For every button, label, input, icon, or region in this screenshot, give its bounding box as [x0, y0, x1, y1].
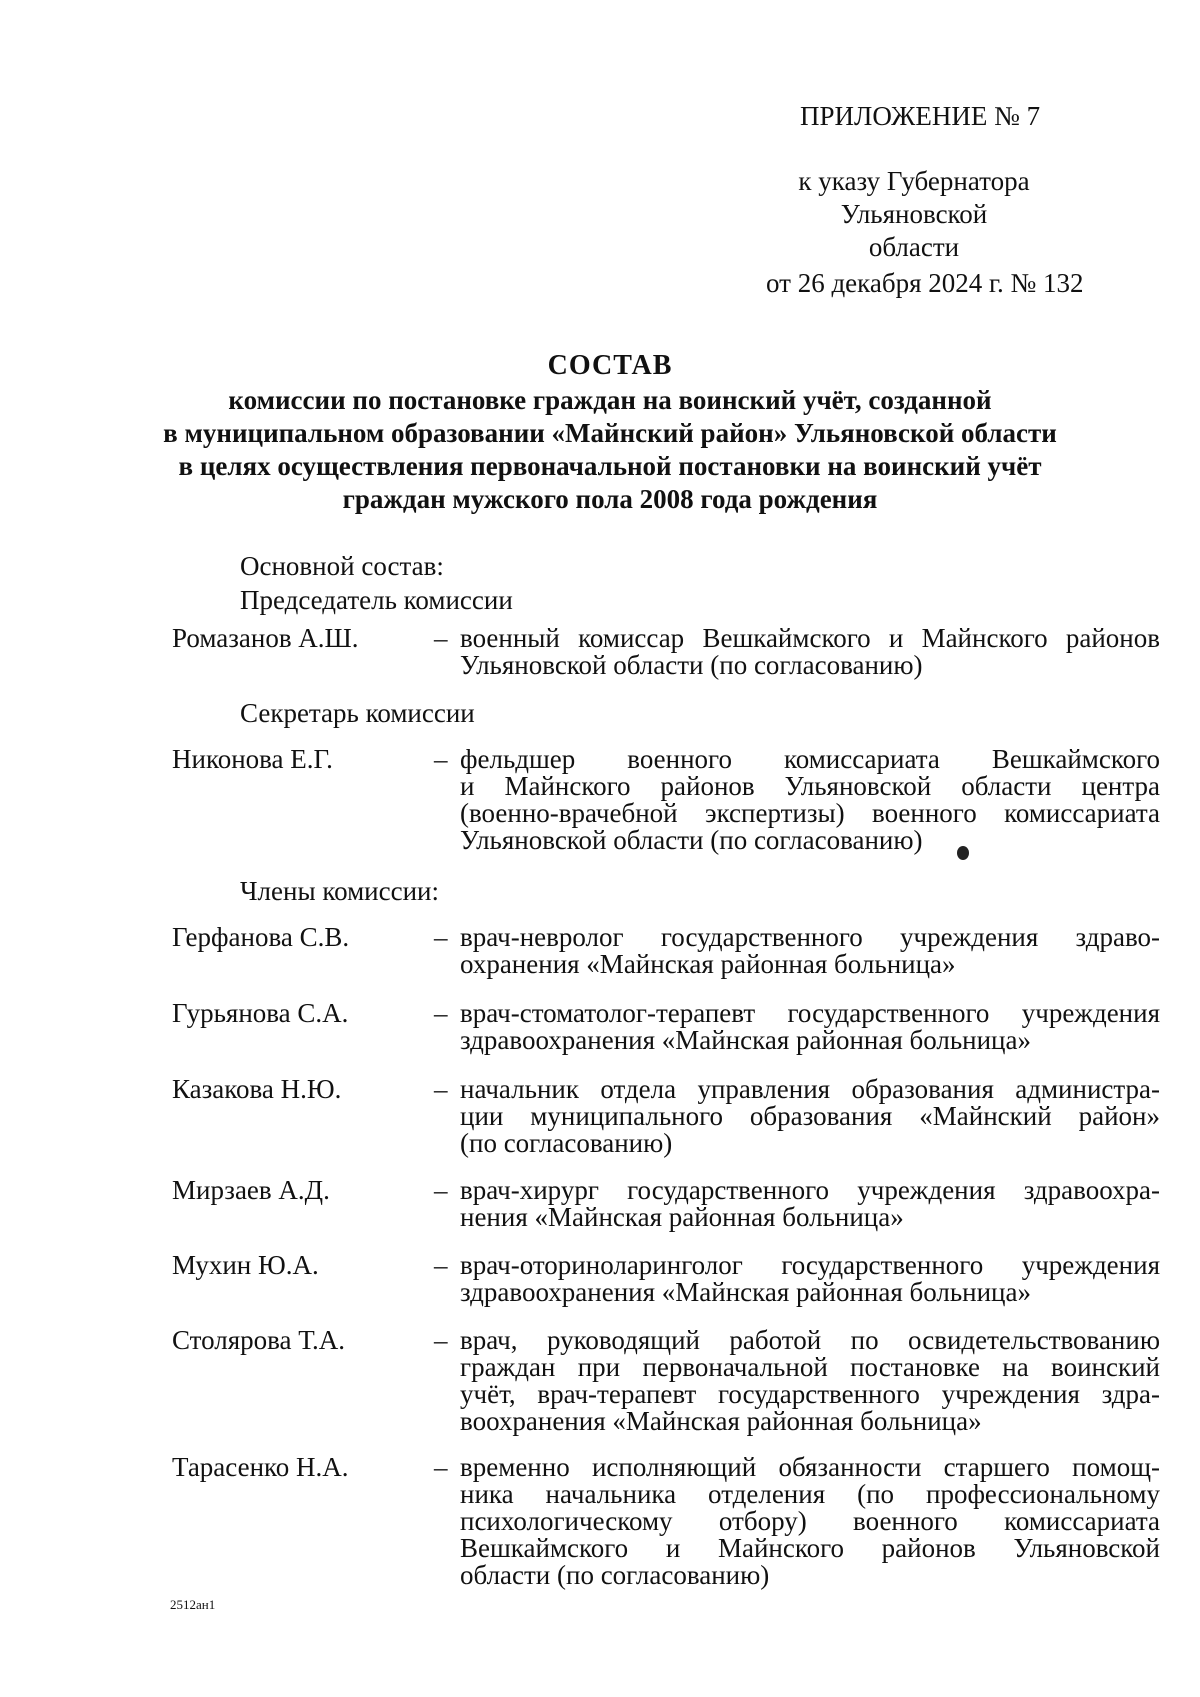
- title-line: комиссии по постановке граждан на воинский учёт, созданной: [228, 385, 992, 415]
- member-description-line: военный комиссар Вешкаймского и Майнского районов: [460, 623, 1160, 653]
- member-name: Никонова Е.Г.: [172, 744, 333, 774]
- section-main-label: Основной состав:: [240, 551, 444, 581]
- member-description-line: врач-невролог государственного учреждения здраво-: [460, 922, 1160, 952]
- member-description-line: ника начальника отделения (по профессиональному: [460, 1479, 1160, 1509]
- member-description: [460, 1454, 1160, 1589]
- member-name: Гурьянова С.А.: [172, 998, 349, 1028]
- member-description-line: (по согласованию): [460, 1128, 673, 1158]
- member-description-line: фельдшер военного комиссариата Вешкаймского: [460, 744, 1160, 774]
- member-description-line: (военно-врачебной экспертизы) военного комиссариата: [460, 798, 1160, 828]
- decree-date: от 26 декабря 2024 г. № 132: [766, 268, 1084, 298]
- member-description-line: здравоохранения «Майнская районная больница»: [460, 1025, 1031, 1055]
- member-dash: –: [434, 1074, 448, 1104]
- member-dash: –: [434, 1250, 448, 1280]
- member-description-line: охранения «Майнская районная больница»: [460, 949, 956, 979]
- member-description-line: здравоохранения «Майнская районная больница»: [460, 1277, 1031, 1307]
- document-title: [160, 348, 1060, 516]
- member-description-line: начальник отдела управления образования администра-: [460, 1074, 1160, 1104]
- member-description-line: временно исполняющий обязанности старшего помощ-: [460, 1452, 1160, 1482]
- member-description-line: Ульяновской области (по согласованию): [460, 825, 923, 855]
- member-description-line: нения «Майнская районная больница»: [460, 1202, 904, 1232]
- member-name: Тарасенко Н.А.: [172, 1452, 349, 1482]
- member-description: [460, 625, 1160, 679]
- document-code: 2512ан1: [170, 1597, 216, 1612]
- decree-reference-line: Ульяновской области: [840, 199, 988, 262]
- member-description-line: ции муниципального образования «Майнский район»: [460, 1101, 1160, 1131]
- member-name: Герфанова С.В.: [172, 922, 350, 952]
- member-description-line: Вешкаймского и Майнского районов Ульяновской: [460, 1533, 1160, 1563]
- member-description: [460, 1076, 1160, 1157]
- member-description: [460, 924, 1160, 978]
- member-name: Мухин Ю.А.: [172, 1250, 319, 1280]
- member-dash: –: [434, 1325, 448, 1355]
- title-line: граждан мужского пола 2008 года рождения: [342, 484, 878, 514]
- member-description-line: учёт, врач-терапевт государственного учреждения здра-: [460, 1379, 1160, 1409]
- member-name: Казакова Н.Ю.: [172, 1074, 342, 1104]
- member-description-line: Ульяновской области (по согласованию): [460, 650, 923, 680]
- member-dash: –: [434, 1452, 448, 1482]
- member-description-line: врач, руководящий работой по освидетельствованию: [460, 1325, 1160, 1355]
- member-description: [460, 1000, 1160, 1054]
- member-description: [460, 1252, 1160, 1306]
- title-main: СОСТАВ: [547, 350, 673, 381]
- member-description-line: врач-стоматолог-терапевт государственного учреждения: [460, 998, 1160, 1028]
- ink-blot: [957, 846, 969, 860]
- member-dash: –: [434, 1175, 448, 1205]
- member-name: Ромазанов А.Ш.: [172, 623, 359, 653]
- member-description: [460, 1177, 1160, 1231]
- member-dash: –: [434, 998, 448, 1028]
- member-dash: –: [434, 922, 448, 952]
- title-line: в целях осуществления первоначальной постановки на воинский учёт: [178, 451, 1042, 481]
- member-name: Столярова Т.А.: [172, 1325, 346, 1355]
- member-description: [460, 746, 1160, 854]
- member-description: [460, 1327, 1160, 1435]
- section-members-label: Члены комиссии:: [240, 876, 439, 906]
- member-description-line: врач-оториноларинголог государственного учреждения: [460, 1250, 1160, 1280]
- member-dash: –: [434, 744, 448, 774]
- title-line: в муниципальном образовании «Майнский район» Ульяновской области: [163, 418, 1057, 448]
- member-description-line: и Майнского районов Ульяновской области центра: [460, 771, 1160, 801]
- member-description-line: области (по согласованию): [460, 1560, 770, 1590]
- member-description-line: психологическому отбору) военного комиссариата: [460, 1506, 1160, 1536]
- member-description-line: граждан при первоначальной постановке на воинский: [460, 1352, 1160, 1382]
- decree-reference: [798, 165, 1030, 264]
- member-dash: –: [434, 623, 448, 653]
- member-description-line: воохранения «Майнская районная больница»: [460, 1406, 982, 1436]
- section-secretary-label: Секретарь комиссии: [240, 698, 475, 728]
- appendix-number: ПРИЛОЖЕНИЕ № 7: [800, 101, 1041, 131]
- member-name: Мирзаев А.Д.: [172, 1175, 330, 1205]
- member-description-line: врач-хирург государственного учреждения здравоохра-: [460, 1175, 1160, 1205]
- decree-reference-line: к указу Губернатора: [798, 166, 1030, 196]
- section-chairman-label: Председатель комиссии: [240, 585, 513, 615]
